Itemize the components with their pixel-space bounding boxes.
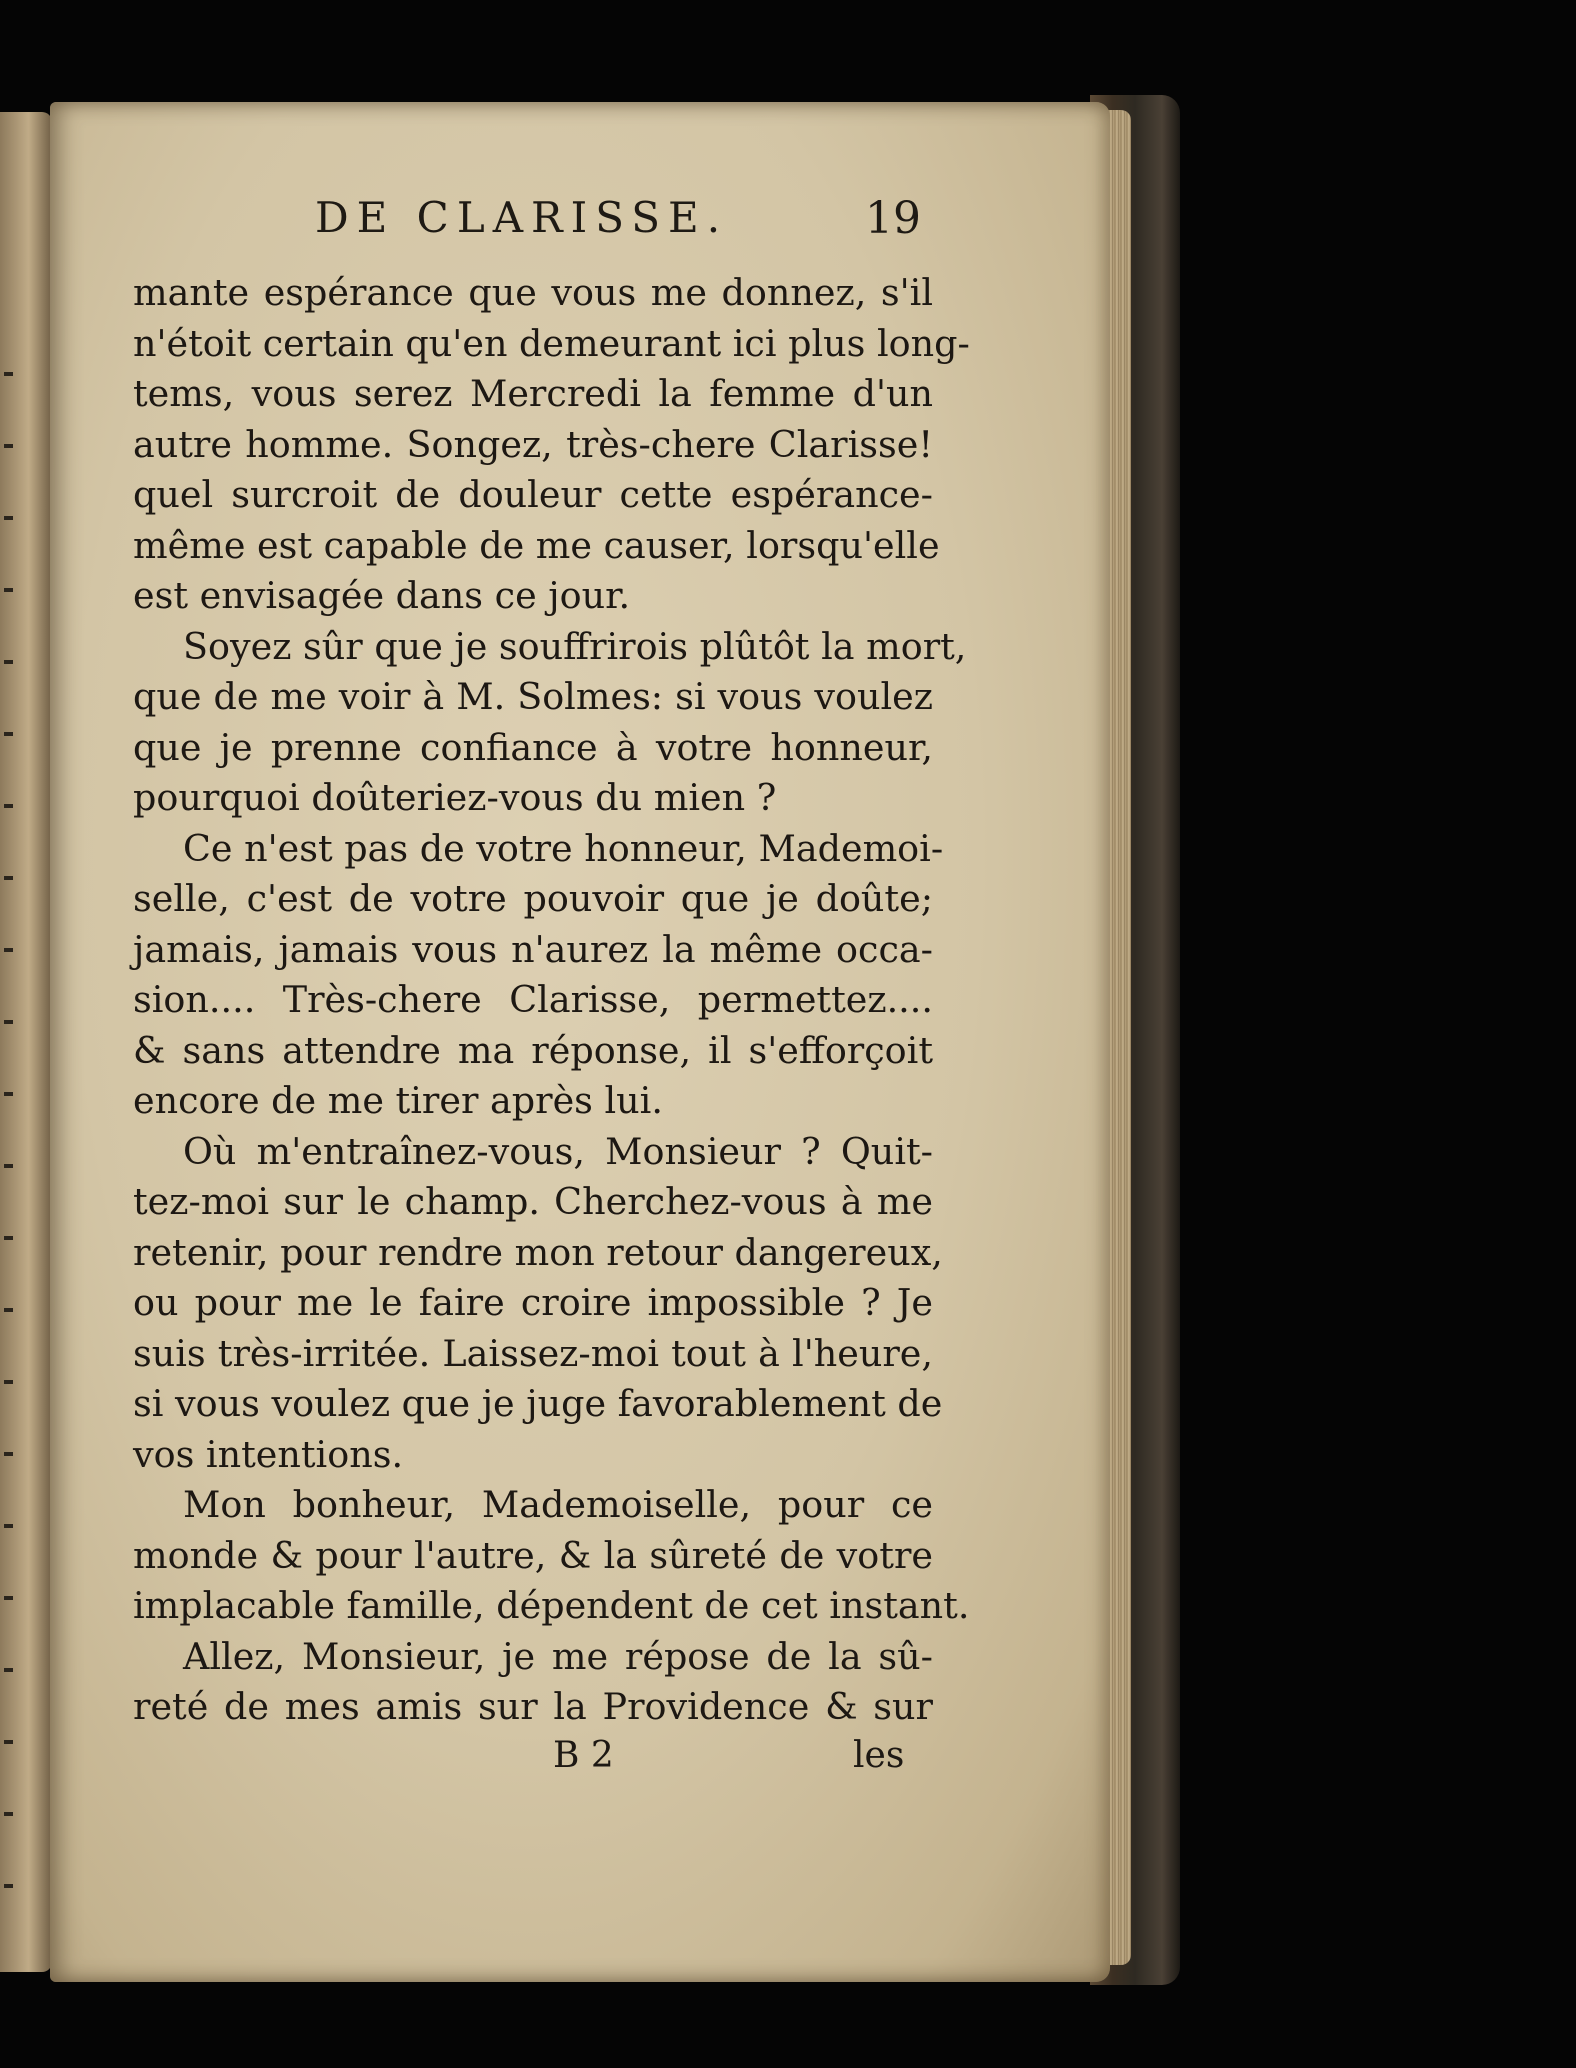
bleed-mark bbox=[4, 660, 13, 664]
text-line: autre homme. Songez, très-chere Clarisse! bbox=[133, 422, 933, 466]
text-line: ou pour me le faire croire impossible ? Je bbox=[133, 1281, 933, 1324]
bleed-mark bbox=[4, 1308, 13, 1312]
text-line: retenir, pour rendre mon retour dangereux, bbox=[133, 1230, 943, 1274]
text-line: que de me voir à M. Solmes: si vous voulez bbox=[133, 675, 933, 718]
text-line: n'étoit certain qu'en demeurant ici plus long- bbox=[133, 321, 970, 365]
bleed-mark bbox=[4, 444, 13, 448]
bleed-mark bbox=[4, 1380, 13, 1384]
text-line: Allez, Monsieur, je me répose de la sû- bbox=[183, 1634, 933, 1678]
bleed-mark bbox=[4, 1236, 13, 1240]
text-line: tems, vous serez Mercredi la femme d'un bbox=[133, 372, 933, 415]
text-line: Soyez sûr que je souffrirois plûtôt la mort, bbox=[183, 624, 967, 668]
page-number: 19 bbox=[865, 193, 921, 244]
text-line: reté de mes amis sur la Providence & sur bbox=[133, 1685, 933, 1728]
text-line: quel surcroit de douleur cette espérance- bbox=[133, 473, 933, 516]
bleed-mark bbox=[4, 1452, 13, 1456]
text-line: est envisagée dans ce jour. bbox=[133, 574, 631, 617]
bleed-mark bbox=[4, 588, 13, 592]
bleed-mark bbox=[4, 1524, 13, 1528]
left-page-bleed-marks bbox=[4, 372, 18, 1972]
bleed-mark bbox=[4, 1812, 13, 1816]
text-line: Où m'entraînez-vous, Monsieur ? Quit- bbox=[183, 1129, 933, 1173]
body-text bbox=[133, 268, 970, 1733]
text-line: même est capable de me causer, lorsqu'elle bbox=[133, 523, 940, 567]
text-line: sion.... Très-chere Clarisse, permettez.... bbox=[133, 978, 933, 1021]
page-footer bbox=[133, 1735, 933, 1785]
signature-mark: B 2 bbox=[553, 1735, 614, 1776]
catchword: les bbox=[853, 1735, 905, 1776]
text-line: & sans attendre ma réponse, il s'efforçoit bbox=[133, 1028, 933, 1072]
text-line: que je prenne confiance à votre honneur, bbox=[133, 725, 933, 769]
text-line: tez-moi sur le champ. Cherchez-vous à me bbox=[133, 1180, 933, 1223]
left-page-edge bbox=[0, 112, 52, 1972]
bleed-mark bbox=[4, 1884, 13, 1888]
bleed-mark bbox=[4, 948, 13, 952]
text-line: jamais, jamais vous n'aurez la même occa- bbox=[133, 927, 933, 971]
bleed-mark bbox=[4, 1164, 13, 1168]
running-header bbox=[255, 193, 935, 253]
bleed-mark bbox=[4, 804, 13, 808]
text-line: mante espérance que vous me donnez, s'il bbox=[133, 271, 933, 314]
text-line: Ce n'est pas de votre honneur, Mademoi- bbox=[183, 826, 944, 870]
text-line: suis très-irritée. Laissez-moi tout à l'heure, bbox=[133, 1331, 933, 1375]
bleed-mark bbox=[4, 1668, 13, 1672]
text-line: Mon bonheur, Mademoiselle, pour ce bbox=[183, 1483, 933, 1526]
text-line: vos intentions. bbox=[133, 1432, 404, 1476]
bleed-mark bbox=[4, 1092, 13, 1096]
bleed-mark bbox=[4, 1596, 13, 1600]
text-line: si vous voulez que je juge favorablement de bbox=[133, 1382, 943, 1425]
bleed-mark bbox=[4, 732, 13, 736]
text-line: implacable famille, dépendent de cet instant. bbox=[133, 1584, 970, 1627]
text-line: monde & pour l'autre, & la sûreté de votre bbox=[133, 1533, 933, 1577]
bleed-mark bbox=[4, 1740, 13, 1744]
text-line: pourquoi doûteriez-vous du mien ? bbox=[133, 776, 777, 819]
text-line: selle, c'est de votre pouvoir que je doûte; bbox=[133, 877, 933, 920]
running-title: DE CLARISSE. bbox=[315, 193, 729, 242]
bleed-mark bbox=[4, 516, 13, 520]
bleed-mark bbox=[4, 372, 13, 376]
bleed-mark bbox=[4, 1020, 13, 1024]
bleed-mark bbox=[4, 876, 13, 880]
text-line: encore de me tirer après lui. bbox=[133, 1079, 663, 1122]
